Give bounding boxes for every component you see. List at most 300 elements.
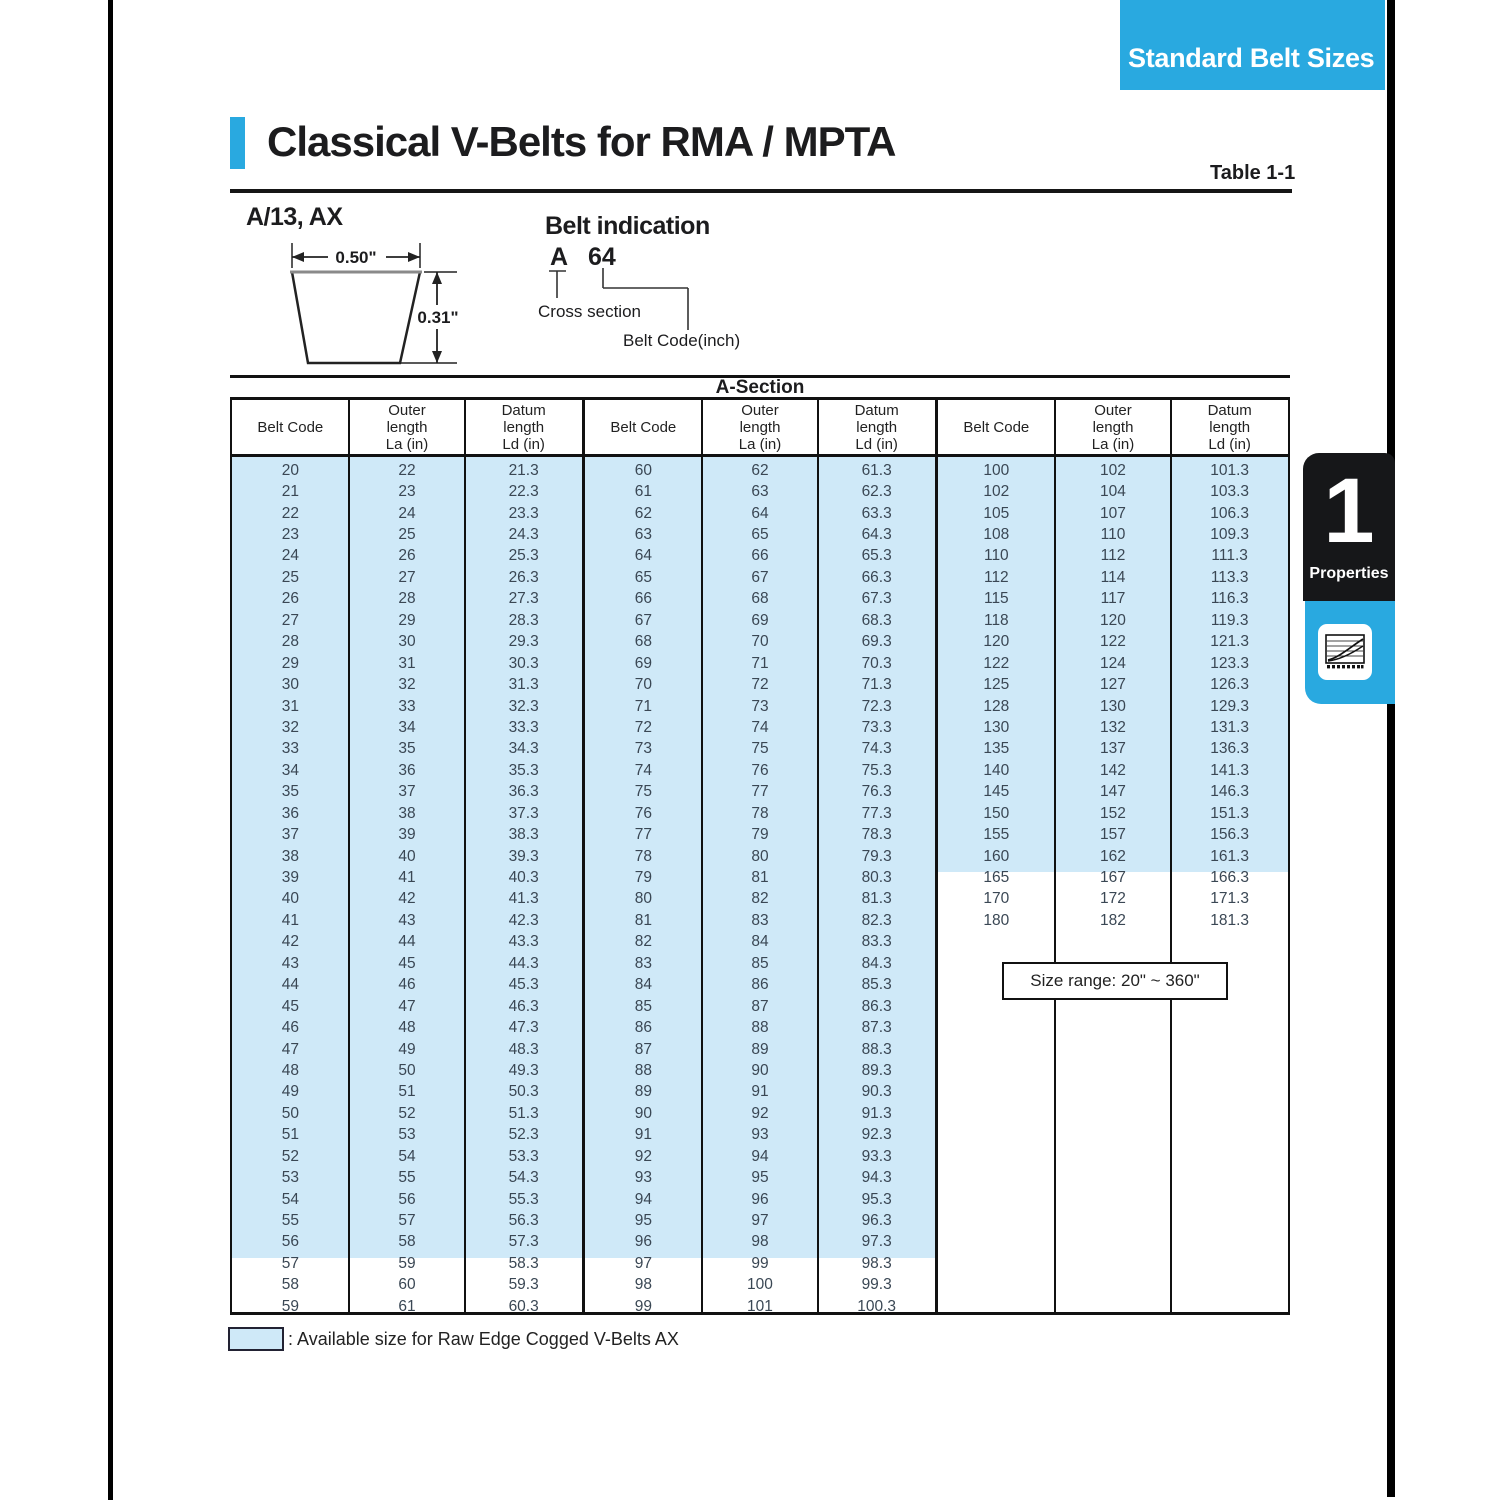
table-cell: 99.3 [861,1276,892,1294]
table-cell: 131.3 [1210,718,1250,736]
belt-length-chart-icon [1318,624,1372,680]
table-cell: 123.3 [1210,654,1250,672]
col-header-outer-length: Outer length La (in) [385,401,429,453]
table-cell: 40 [398,847,416,865]
table-cell: 35 [281,783,299,801]
table-cell: 49.3 [508,1061,539,1079]
table-cell: 38 [398,804,416,822]
table-cell: 44 [281,976,299,994]
table-cell: 49 [281,1083,299,1101]
table-cell: 20 [281,461,299,479]
table-cell: 83.3 [861,933,892,951]
chapter-tab-icon-area [1305,601,1395,704]
width-dim-label: 0.50" [335,248,377,267]
table-cell: 73 [634,740,652,758]
table-cell: 79 [751,826,769,844]
table-cell: 109.3 [1210,526,1250,544]
table-cell: 56.3 [508,1212,539,1230]
table-cell: 59 [398,1254,416,1272]
table-cell: 68.3 [861,611,892,629]
table-cell: 76 [751,761,769,779]
table-cell: 70.3 [861,654,892,672]
table-cell: 81 [634,911,652,929]
table-cell: 28.3 [508,611,539,629]
table-cell: 52 [281,1147,299,1165]
table-cell: 62 [751,461,769,479]
table-cell: 44.3 [508,954,539,972]
col-header-datum-length: Datum length Ld (in) [501,401,546,453]
table-cell: 22 [281,504,299,522]
chapter-label: Properties [1309,565,1389,582]
table-cell: 24 [398,504,416,522]
table-cell: 34 [398,718,416,736]
table-cell: 99 [751,1254,769,1272]
table-cell: 68 [751,590,769,608]
table-cell: 23 [398,483,416,501]
table-cell: 25 [281,568,299,586]
table-cell: 27 [281,611,299,629]
table-cell: 36 [398,761,416,779]
table-cell: 43.3 [508,933,539,951]
table-cell: 86 [634,1019,652,1037]
table-cell: 73.3 [861,718,892,736]
col-header-outer-length: Outer length La (in) [1091,401,1135,453]
table-cell: 89 [751,1040,769,1058]
table-cell: 66 [751,547,769,565]
table-cell: 58.3 [508,1254,539,1272]
table-cell: 106.3 [1210,504,1250,522]
table-cell: 49 [398,1040,416,1058]
table-cell: 27.3 [508,590,539,608]
table-cell: 39 [281,869,299,887]
table-cell: 129.3 [1210,697,1250,715]
legend-highlight-swatch [228,1327,284,1351]
table-cell: 46.3 [508,997,539,1015]
col-header-belt-code: Belt Code [963,418,1030,436]
table-cell: 66.3 [861,568,892,586]
table-cell: 63 [634,526,652,544]
table-cell: 101 [747,1297,773,1315]
table-cell: 98 [634,1276,652,1294]
table-cell: 81.3 [861,890,892,908]
table-cell: 26.3 [508,568,539,586]
table-cell: 94 [634,1190,652,1208]
table-cell: 63 [751,483,769,501]
table-cell: 92 [634,1147,652,1165]
table-cell: 161.3 [1210,847,1250,865]
table-cell: 72.3 [861,697,892,715]
table-cell: 75 [634,783,652,801]
table-cell: 116.3 [1210,590,1249,608]
table-cell: 25 [398,526,416,544]
belt-indication-leader-lines [540,235,740,345]
table-cell: 24.3 [508,526,539,544]
table-cell: 182 [1100,911,1126,929]
table-cell: 52.3 [508,1126,539,1144]
cross-section-label: Cross section [538,302,641,321]
a-section-table [230,375,1290,1315]
table-cell: 118 [983,611,1009,629]
table-cell: 77.3 [861,804,892,822]
table-cell: 59 [281,1297,299,1315]
table-cell: 69 [634,654,652,672]
table-cell: 98 [751,1233,769,1251]
table-cell: 122 [983,654,1010,672]
page-right-rule [1387,0,1395,1497]
table-cell: 83 [634,954,652,972]
table-cell: 37 [398,783,416,801]
table-cell: 54.3 [508,1169,539,1187]
table-cell: 145 [983,783,1010,801]
table-cell: 103.3 [1210,483,1250,501]
table-cell: 32 [398,676,416,694]
table-cell: 69.3 [861,633,892,651]
table-cell: 83 [751,911,769,929]
table-cell: 54 [398,1147,416,1165]
table-cell: 50 [398,1061,416,1079]
table-cell: 53.3 [508,1147,539,1165]
table-cell: 89.3 [861,1061,892,1079]
table-cell: 82 [751,890,769,908]
table-cell: 31 [398,654,416,672]
table-cell: 114 [1100,568,1126,586]
table-cell: 53 [281,1169,299,1187]
table-cell: 147 [1100,783,1126,801]
table-cell: 45.3 [508,976,539,994]
table-cell: 32.3 [508,697,539,715]
table-cell: 170 [983,890,1010,908]
table-cell: 100.3 [857,1297,897,1315]
table-cell: 93.3 [861,1147,892,1165]
table-cell: 95.3 [861,1190,892,1208]
table-cell: 48.3 [508,1040,539,1058]
table-cell: 107 [1100,504,1126,522]
table-cell: 26 [281,590,299,608]
table-cell: 43 [281,954,299,972]
table-cell: 30.3 [508,654,539,672]
table-cell: 120 [983,633,1010,651]
table-cell: 65.3 [861,547,892,565]
table-cell: 58 [398,1233,416,1251]
table-cell: 108 [983,526,1010,544]
table-cell: 100 [747,1276,773,1294]
table-cell: 33 [398,697,416,715]
col-header-outer-length: Outer length La (in) [738,401,782,453]
table-cell: 60 [398,1276,416,1294]
table-cell: 55 [281,1212,299,1230]
table-cell: 61 [634,483,652,501]
table-cell: 24 [281,547,299,565]
corner-tab [1120,0,1385,90]
table-cell: 77 [634,826,652,844]
table-cell: 32 [281,718,299,736]
table-cell: 104 [1100,483,1126,501]
table-cell: 130 [983,718,1010,736]
col-header-belt-code: Belt Code [257,418,324,436]
table-cell: 21.3 [508,461,539,479]
table-cell: 113.3 [1210,568,1249,586]
table-cell: 37.3 [508,804,539,822]
table-cell: 160 [983,847,1010,865]
table-cell: 96.3 [861,1212,892,1230]
table-cell: 115 [983,590,1009,608]
table-cell: 84 [751,933,769,951]
table-cell: 46 [281,1019,299,1037]
table-cell: 93 [634,1169,652,1187]
table-cell: 80 [751,847,769,865]
table-cell: 112 [1100,547,1126,565]
table-cell: 80 [634,890,652,908]
table-cell: 152 [1100,804,1126,822]
table-cell: 166.3 [1210,869,1250,887]
belt-trapezoid [292,272,420,363]
table-cell: 60.3 [508,1297,539,1315]
table-section-title: A-Section [230,375,1290,400]
col-header-datum-length: Datum length Ld (in) [854,401,899,453]
height-dim-label: 0.31" [417,308,459,327]
table-cell: 55.3 [508,1190,539,1208]
table-cell: 48 [398,1019,416,1037]
table-cell: 38.3 [508,826,539,844]
table-cell: 137 [1100,740,1126,758]
table-cell: 181.3 [1210,911,1250,929]
table-cell: 75 [751,740,769,758]
table-cell: 96 [634,1233,652,1251]
table-cell: 64 [751,504,769,522]
table-cell: 57.3 [508,1233,539,1251]
belt-code-label: Belt Code(inch) [623,331,741,350]
table-cell: 165 [983,869,1010,887]
table-cell: 67 [751,568,769,586]
table-cell: 34 [281,761,299,779]
table-cell: 66 [634,590,652,608]
table-cell: 91 [751,1083,769,1101]
table-cell: 45 [281,997,299,1015]
table-cell: 71 [634,697,652,715]
table-cell: 91.3 [861,1104,892,1122]
table-cell: 167 [1100,869,1126,887]
table-cell: 172 [1100,890,1126,908]
table-cell: 87 [634,1040,652,1058]
table-cell: 95 [751,1169,769,1187]
table-cell: 171.3 [1210,890,1250,908]
table-cell: 81 [751,869,769,887]
table-cell: 57 [281,1254,299,1272]
table-cell: 38 [281,847,299,865]
table-group-3 [935,400,1288,1312]
corner-tab-label: Standard Belt Sizes [1128,42,1375,73]
table-cell: 90 [751,1061,769,1079]
table-cell: 91 [634,1126,652,1144]
table-cell: 39.3 [508,847,539,865]
table-cell: 52 [398,1104,416,1122]
table-cell: 22 [398,461,416,479]
table-cell: 48 [281,1061,299,1079]
table-cell: 59.3 [508,1276,539,1294]
table-cell: 84.3 [861,954,892,972]
table-cell: 62 [634,504,652,522]
title-rule [230,189,1292,193]
table-cell: 121.3 [1210,633,1250,651]
table-cell: 31.3 [508,676,539,694]
table-cell: 74 [751,718,769,736]
table-cell: 93 [751,1126,769,1144]
table-cell: 43 [398,911,416,929]
table-cell: 78.3 [861,826,892,844]
table-cell: 85.3 [861,976,892,994]
table-cell: 70 [751,633,769,651]
table-cell: 140 [983,761,1010,779]
table-cell: 84 [634,976,652,994]
table-cell: 76 [634,804,652,822]
table-cell: 112 [983,568,1009,586]
table-cell: 41 [281,911,299,929]
table-cell: 96 [751,1190,769,1208]
table-cell: 90.3 [861,1083,892,1101]
table-cell: 29.3 [508,633,539,651]
table-cell: 119.3 [1210,611,1249,629]
table-cell: 53 [398,1126,416,1144]
chapter-number: 1 [1323,460,1375,562]
table-cell: 89 [634,1083,652,1101]
legend-text: : Available size for Raw Edge Cogged V-Belts AX [288,1328,679,1349]
table-cell: 132 [1100,718,1126,736]
table-cell: 70 [634,676,652,694]
table-cell: 51.3 [508,1104,539,1122]
table-cell: 21 [281,483,299,501]
table-cell: 111.3 [1211,547,1248,565]
table-cell: 36.3 [508,783,539,801]
table-cell: 82.3 [861,911,892,929]
size-range-note: Size range: 20" ~ 360" [1002,962,1228,1000]
table-cell: 35.3 [508,761,539,779]
legend [228,1327,679,1351]
table-cell: 61.3 [861,461,892,479]
page-left-rule [108,0,113,1500]
table-cell: 142 [1100,761,1126,779]
table-cell: 136.3 [1210,740,1250,758]
table-cell: 94 [751,1147,769,1165]
table-cell: 56 [281,1233,299,1251]
table-cell: 30 [398,633,416,651]
table-cell: 57 [398,1212,416,1230]
table-cell: 135 [983,740,1010,758]
table-cell: 150 [983,804,1010,822]
table-cell: 50.3 [508,1083,539,1101]
table-cell: 67.3 [861,590,892,608]
table-cell: 64.3 [861,526,892,544]
table-groups [230,400,1290,1315]
table-cell: 85 [634,997,652,1015]
table-cell: 110 [983,547,1009,565]
table-cell: 87 [751,997,769,1015]
table-cell: 35 [398,740,416,758]
table-cell: 41 [398,869,416,887]
table-rows-group-1 [232,460,582,1318]
table-cell: 61 [398,1297,416,1315]
table-cell: 50 [281,1104,299,1122]
table-cell: 42.3 [508,911,539,929]
table-cell: 37 [281,826,299,844]
table-cell: 94.3 [861,1169,892,1187]
table-cell: 100 [983,461,1010,479]
table-cell: 42 [281,933,299,951]
table-cell: 47 [281,1040,299,1058]
table-cell: 30 [281,676,299,694]
table-cell: 42 [398,890,416,908]
table-cell: 69 [751,611,769,629]
table-cell: 92 [751,1104,769,1122]
table-cell: 34.3 [508,740,539,758]
table-cell: 68 [634,633,652,651]
table-cell: 155 [983,826,1010,844]
table-cell: 31 [281,697,299,715]
table-cell: 102 [983,483,1010,501]
table-cell: 88 [634,1061,652,1079]
table-group-2 [582,400,935,1315]
table-cell: 29 [398,611,416,629]
title-accent-bar [230,117,245,169]
table-cell: 146.3 [1210,783,1250,801]
chapter-tab [1303,453,1395,601]
table-reference: Table 1-1 [1210,162,1296,184]
table-cell: 60 [634,461,652,479]
table-cell: 110 [1100,526,1126,544]
table-rows-group-2 [585,460,935,1318]
table-group-1 [232,400,582,1315]
table-cell: 23 [281,526,299,544]
table-cell: 156.3 [1210,826,1250,844]
table-cell: 92.3 [861,1126,892,1144]
table-cell: 125 [983,676,1010,694]
belt-cross-section-diagram [240,235,520,375]
table-cell: 41.3 [508,890,539,908]
table-cell: 86.3 [861,997,892,1015]
table-cell: 85 [751,954,769,972]
table-cell: 71.3 [861,676,892,694]
table-cell: 87.3 [861,1019,892,1037]
table-cell: 97.3 [861,1233,892,1251]
table-cell: 151.3 [1210,804,1250,822]
table-cell: 72 [634,718,652,736]
table-cell: 28 [281,633,299,651]
table-cell: 47 [398,997,416,1015]
table-cell: 44 [398,933,416,951]
table-cell: 40.3 [508,869,539,887]
table-cell: 36 [281,804,299,822]
table-cell: 120 [1100,611,1126,629]
col-header-datum-length: Datum length Ld (in) [1207,401,1252,453]
table-cell: 23.3 [508,504,539,522]
table-cell: 105 [983,504,1010,522]
table-cell: 162 [1100,847,1126,865]
table-cell: 72 [751,676,769,694]
table-cell: 58 [281,1276,299,1294]
table-cell: 73 [751,697,769,715]
table-cell: 128 [983,697,1010,715]
table-cell: 124 [1100,654,1126,672]
table-cell: 62.3 [861,483,892,501]
table-cell: 88.3 [861,1040,892,1058]
table-cell: 45 [398,954,416,972]
table-cell: 78 [634,847,652,865]
table-cell: 74.3 [861,740,892,758]
belt-indication-belt-code-value: 64 [588,243,616,271]
table-cell: 102 [1100,461,1126,479]
table-cell: 65 [634,568,652,586]
table-cell: 33 [281,740,299,758]
table-cell: 97 [751,1212,769,1230]
